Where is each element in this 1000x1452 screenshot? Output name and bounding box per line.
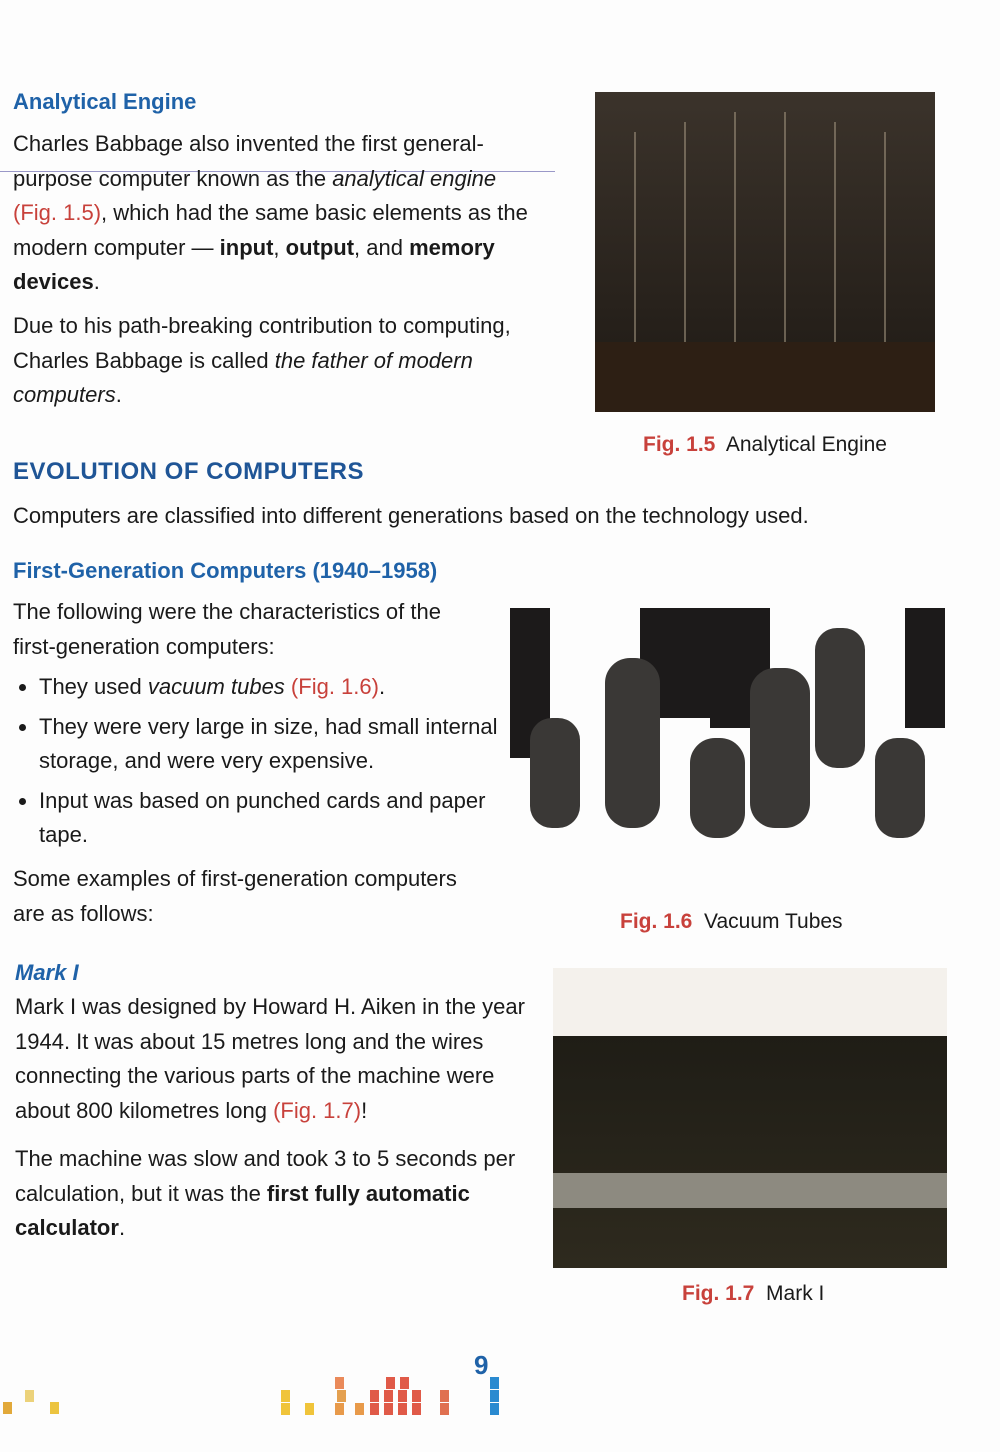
mark1-paragraph-2 bbox=[15, 1142, 530, 1246]
machine-illustration bbox=[595, 92, 935, 412]
figure-title: Mark I bbox=[766, 1282, 825, 1305]
text: . bbox=[118, 1215, 126, 1240]
term: memory devices bbox=[13, 234, 495, 294]
term: vacuum tubes bbox=[147, 674, 285, 699]
text: . bbox=[115, 382, 122, 407]
mark1-paragraph-1 bbox=[15, 990, 525, 1128]
heading-first-generation: First-Generation Computers (1940–1958) bbox=[13, 558, 438, 583]
text: They used bbox=[39, 674, 148, 699]
analytical-engine-image bbox=[595, 92, 935, 412]
page-number: 9 bbox=[474, 1350, 489, 1380]
mark-1-image bbox=[553, 968, 947, 1268]
figure-caption-1-6 bbox=[620, 910, 843, 934]
term: first fully automatic calculator bbox=[15, 1180, 470, 1240]
decorative-bars bbox=[0, 1380, 1000, 1420]
figure-ref: (Fig. 1.6) bbox=[284, 674, 379, 699]
figure-title: Analytical Engine bbox=[725, 433, 887, 456]
display-case bbox=[553, 1173, 947, 1208]
first-gen-characteristics bbox=[13, 670, 504, 853]
text: , bbox=[273, 234, 286, 260]
term: input bbox=[219, 234, 274, 260]
text: Mark I was designed by Howard H. Aiken in the year 1944. It was about 15 metres long and the wires connecting the various parts of the machine were about 800 kilometres long bbox=[15, 994, 525, 1123]
figure-ref: (Fig. 1.7) bbox=[273, 1097, 362, 1123]
heading-analytical-engine: Analytical Engine bbox=[13, 89, 197, 114]
figure-caption-1-5 bbox=[643, 433, 887, 457]
figure-number: Fig. 1.5 bbox=[643, 433, 716, 456]
machine-panel bbox=[553, 1036, 947, 1268]
figure-number: Fig. 1.6 bbox=[620, 910, 693, 933]
figure-number: Fig. 1.7 bbox=[682, 1282, 755, 1305]
first-gen-examples: Some examples of first-generation computers are as follows: bbox=[13, 866, 457, 926]
term: output bbox=[285, 234, 355, 260]
text: The machine was slow and took 3 to 5 seconds per calculation, but it was the bbox=[15, 1146, 516, 1206]
term: the father of modern computers bbox=[13, 347, 473, 407]
heading-evolution: EVOLUTION OF COMPUTERS bbox=[13, 458, 365, 485]
analytical-paragraph-2 bbox=[13, 309, 543, 413]
vacuum-tubes-image bbox=[510, 608, 945, 888]
text: . bbox=[378, 674, 386, 699]
list-item: • They were very large in size, had small internal storage, and were very expensive. bbox=[39, 710, 504, 779]
figure-caption-1-7 bbox=[682, 1282, 824, 1306]
text: , and bbox=[354, 234, 410, 260]
text: , which had the same basic elements as the modern computer — bbox=[13, 200, 528, 260]
text: . bbox=[93, 269, 100, 294]
analytical-paragraph-1 bbox=[13, 127, 543, 300]
text: ! bbox=[361, 1097, 368, 1123]
figure-title: Vacuum Tubes bbox=[704, 910, 843, 933]
term: analytical engine bbox=[332, 165, 497, 191]
evolution-text: Computers are classified into different generations based on the technology used. bbox=[13, 503, 809, 528]
tubes-illustration bbox=[510, 608, 945, 888]
heading-mark-1: Mark I bbox=[15, 960, 79, 985]
text: Due to his path-breaking contribution to computing, Charles Babbage is called bbox=[13, 313, 511, 373]
list-item bbox=[39, 670, 504, 705]
figure-ref: (Fig. 1.5) bbox=[13, 200, 102, 225]
list-item: • Input was based on punched cards and paper tape. bbox=[39, 784, 504, 853]
first-gen-intro: The following were the characteristics of the first-generation computers: bbox=[13, 599, 441, 659]
text: Charles Babbage also invented the first general-purpose computer known as the bbox=[13, 131, 484, 191]
